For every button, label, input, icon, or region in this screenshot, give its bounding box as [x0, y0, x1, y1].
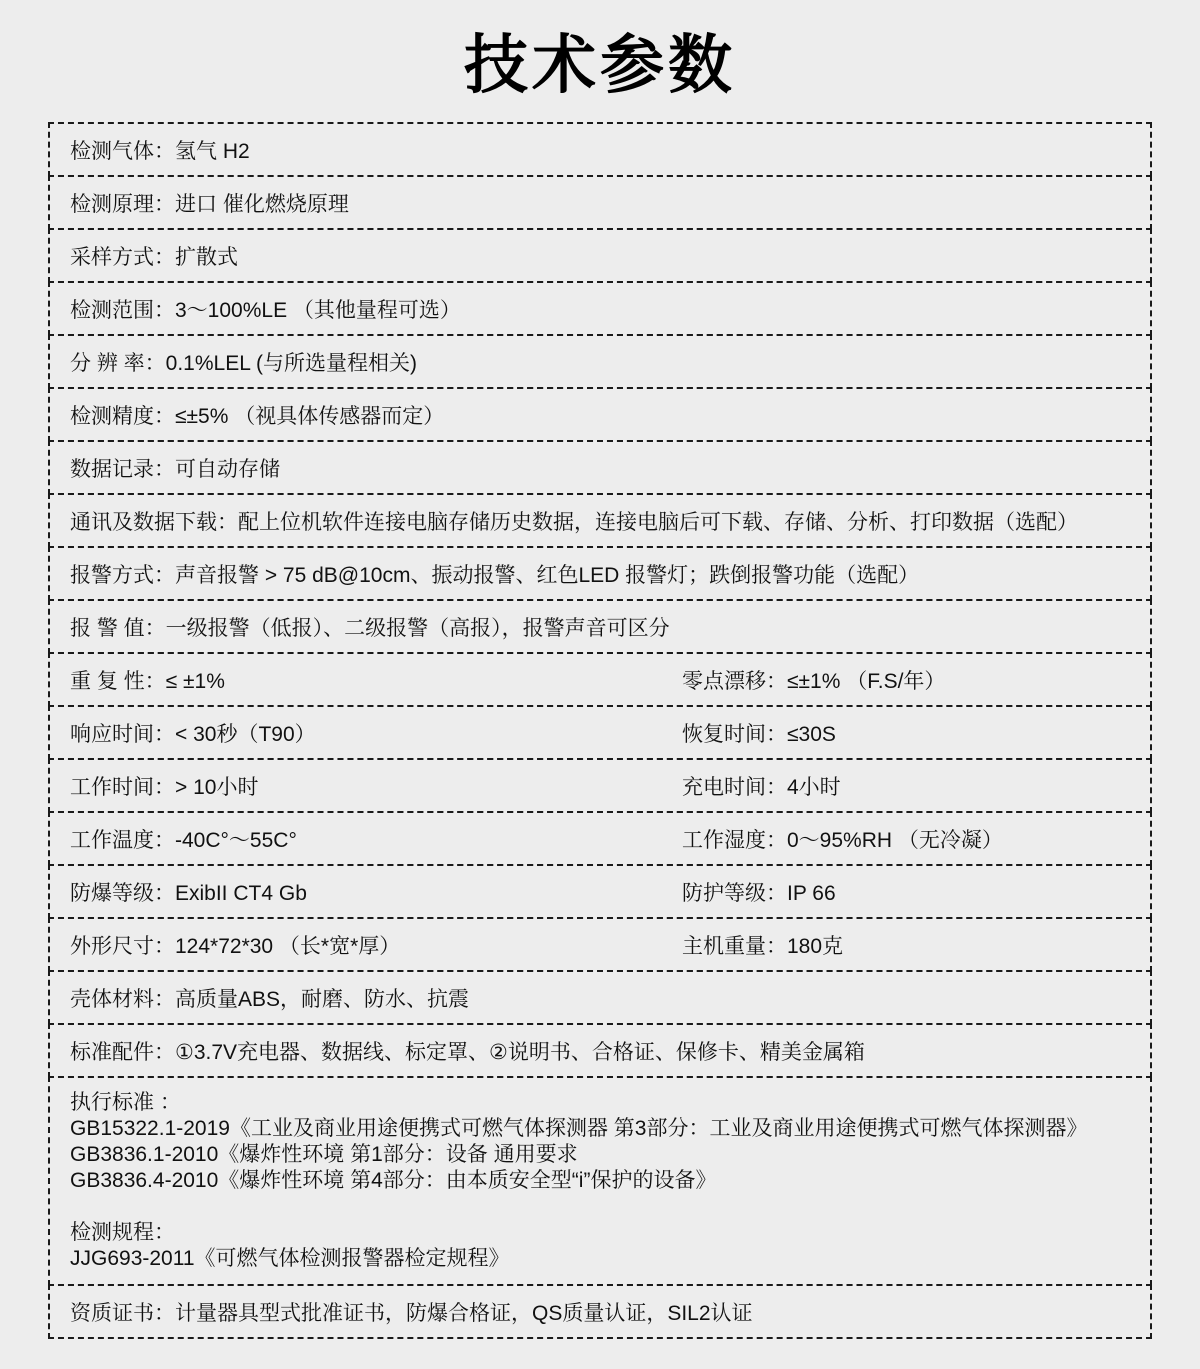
- spec-row-gas-type: [48, 122, 1152, 177]
- spec-text: 检测范围：3～100%LE （其他量程可选）: [70, 298, 461, 322]
- spec-row-response-recovery-time: [48, 705, 1152, 760]
- spec-cell-repeatability: 重 复 性：≤ ±1%: [70, 669, 225, 693]
- spec-cell-working-humidity: 工作湿度：0～95%RH （无冷凝）: [682, 828, 1003, 852]
- spec-cell-working-time: 工作时间：> 10小时: [70, 775, 259, 799]
- spec-cell-ingress-protection: 防护等级：IP 66: [682, 881, 836, 905]
- spec-cell-weight: 主机重量：180克: [682, 934, 844, 958]
- spec-row-alarm-mode: [48, 546, 1152, 601]
- spec-text: 壳体材料：高质量ABS，耐磨、防水、抗震: [70, 987, 470, 1011]
- spec-text: 报 警 值：一级报警（低报）、二级报警（高报），报警声音可区分: [70, 616, 670, 640]
- spec-row-certificates: [48, 1284, 1152, 1339]
- spec-cell-zero-drift: 零点漂移：≤±1% （F.S/年）: [682, 669, 946, 693]
- spec-row-repeatability-zero-drift: [48, 652, 1152, 707]
- blank-line: [70, 1194, 1136, 1220]
- spec-row-housing-material: [48, 970, 1152, 1025]
- spec-row-data-logging: [48, 440, 1152, 495]
- spec-text: 检测原理：进口 催化燃烧原理: [70, 192, 349, 216]
- spec-row-working-charging-time: [48, 758, 1152, 813]
- spec-row-explosion-protection-rating: [48, 864, 1152, 919]
- spec-text: 检测精度：≤±5% （视具体传感器而定）: [70, 404, 445, 428]
- spec-text: 标准配件：①3.7V充电器、数据线、标定罩、②说明书、合格证、保修卡、精美金属箱: [70, 1040, 865, 1064]
- spec-table: [48, 122, 1152, 1339]
- spec-row-detection-principle: [48, 175, 1152, 230]
- spec-row-temperature-humidity: [48, 811, 1152, 866]
- spec-text: 报警方式：声音报警 > 75 dB@10cm、振动报警、红色LED 报警灯；跌倒报警功能（选配）: [70, 563, 920, 587]
- spec-cell-recovery-time: 恢复时间：≤30S: [682, 722, 836, 746]
- spec-row-sampling-method: [48, 228, 1152, 283]
- spec-row-standard-accessories: [48, 1023, 1152, 1078]
- spec-row-communication: [48, 493, 1152, 548]
- spec-text: 分 辨 率：0.1%LEL (与所选量程相关): [70, 351, 417, 375]
- standard-gb3836-1: GB3836.1-2010《爆炸性环境 第1部分：设备 通用要求: [70, 1143, 578, 1166]
- spec-cell-charging-time: 充电时间：4小时: [682, 775, 841, 799]
- spec-text: 通讯及数据下载：配上位机软件连接电脑存储历史数据，连接电脑后可下载、存储、分析、打印数据（选配）: [70, 510, 1078, 534]
- spec-cell-dimensions: 外形尺寸：124*72*30 （长*宽*厚）: [70, 934, 401, 958]
- spec-cell-response-time: 响应时间：< 30秒（T90）: [70, 722, 316, 746]
- regulation-jjg693: JJG693-2011《可燃气体检测报警器检定规程》: [70, 1247, 510, 1270]
- spec-cell-explosion-proof-rating: 防爆等级：ExibII CT4 Gb: [70, 881, 307, 905]
- spec-row-resolution: [48, 334, 1152, 389]
- page-title: 技术参数: [464, 29, 736, 101]
- spec-text: 采样方式：扩散式: [70, 245, 238, 269]
- spec-text: 资质证书：计量器具型式批准证书，防爆合格证，QS质量认证，SIL2认证: [70, 1301, 753, 1325]
- spec-row-accuracy: [48, 387, 1152, 442]
- spec-row-alarm-levels: [48, 599, 1152, 654]
- standards-heading: 执行标准 ：: [70, 1091, 181, 1114]
- inspection-regulation-heading: 检测规程：: [70, 1221, 175, 1244]
- spec-cell-working-temperature: 工作温度：-40C°～55C°: [70, 828, 297, 852]
- spec-row-standards: [48, 1076, 1152, 1286]
- spec-text: 数据记录：可自动存储: [70, 457, 280, 481]
- standard-gb3836-4: GB3836.4-2010《爆炸性环境 第4部分：由本质安全型“i”保护的设备》: [70, 1169, 717, 1192]
- standard-gb15322: GB15322.1-2019《工业及商业用途便携式可燃气体探测器 第3部分：工业及商业用途便携式可燃气体探测器》: [70, 1117, 1088, 1140]
- spec-row-dimensions-weight: [48, 917, 1152, 972]
- spec-text: 检测气体：氢气 H2: [70, 139, 250, 163]
- spec-row-detection-range: [48, 281, 1152, 336]
